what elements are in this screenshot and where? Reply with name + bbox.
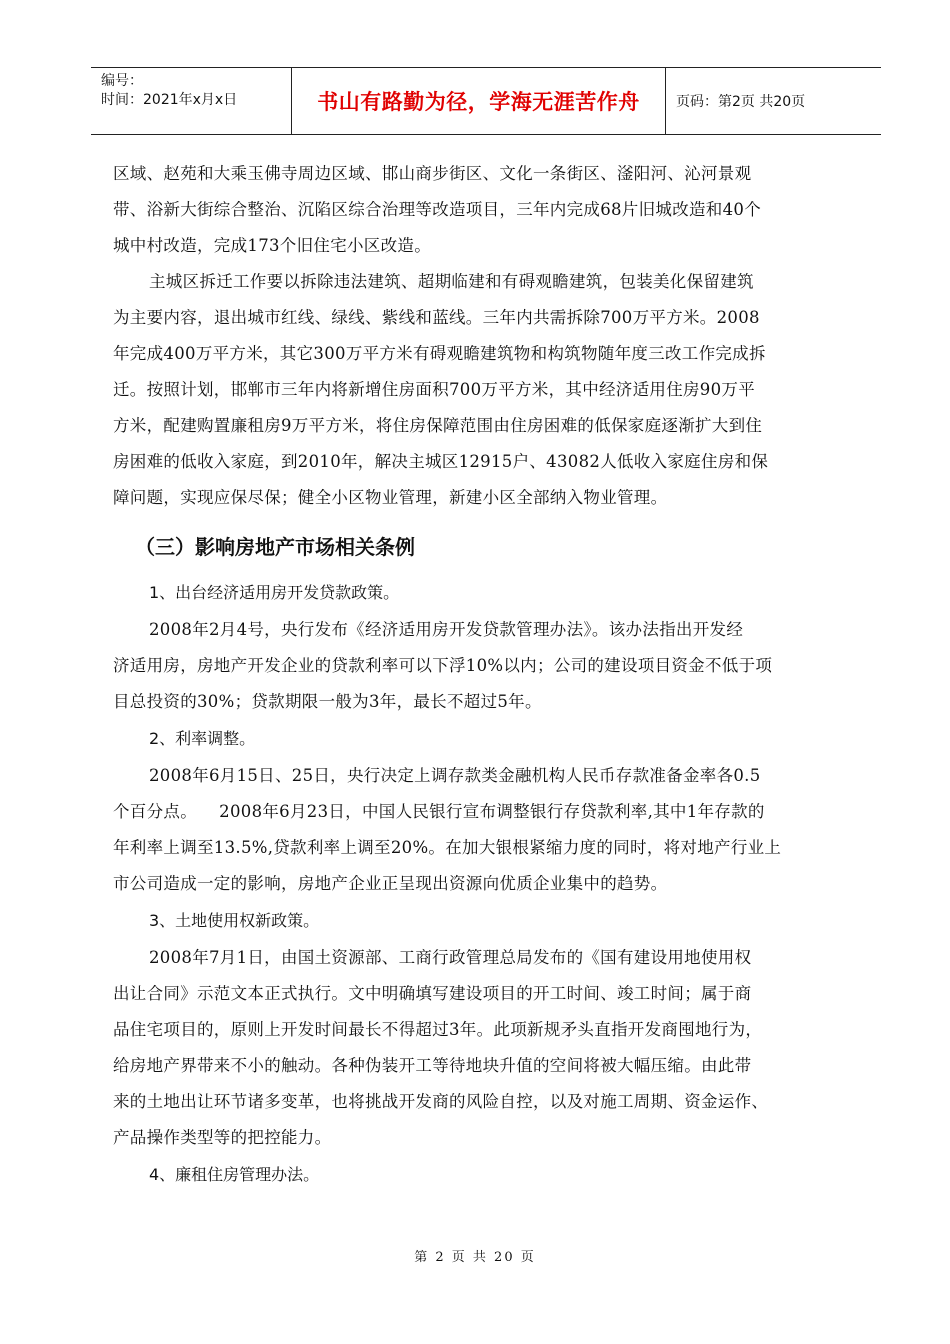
item-2-text — [113, 758, 883, 902]
item-1-text — [113, 612, 883, 720]
paragraph-2 — [113, 264, 883, 516]
text-line: 区域、赵苑和大乘玉佛寺周边区域、邯山商步街区、文化一条街区、滏阳河、沁河景观 — [113, 164, 752, 183]
item-3-title: 3、土地使用权新政策。 — [149, 911, 320, 930]
text-line: 来的土地出让环节诸多变革，也将挑战开发商的风险自控，以及对施工周期、资金运作、 — [113, 1092, 769, 1111]
paragraph-1 — [113, 156, 883, 264]
text-line: 济适用房，房地产开发企业的贷款利率可以下浮10%以内；公司的建设项目资金不低于项 — [113, 656, 773, 675]
header-meta — [91, 68, 292, 134]
text-line: 主城区拆迁工作要以拆除违法建筑、超期临建和有碍观瞻建筑，包装美化保留建筑 — [149, 272, 754, 291]
text-line: 2008年6月15日、25日，央行决定上调存款类金融机构人民币存款准备金率各0.5 — [149, 766, 761, 785]
item-2-title: 2、利率调整。 — [149, 729, 256, 748]
text-line: 年完成400万平方米，其它300万平方米有碍观瞻建筑物和构筑物随年度三改工作完成拆 — [113, 344, 766, 363]
text-line: 方米，配建购置廉租房9万平方米，将住房保障范围由住房困难的低保家庭逐渐扩大到住 — [113, 416, 763, 435]
text-line: 目总投资的30%；贷款期限一般为3年，最长不超过5年。 — [113, 692, 542, 711]
text-line: 给房地产界带来不小的触动。各种伪装开工等待地块升值的空间将被大幅压缩。由此带 — [113, 1056, 752, 1075]
item-4-title: 4、廉租住房管理办法。 — [149, 1165, 320, 1184]
page-footer: 第 2 页 共 20 页 — [414, 1250, 536, 1265]
header-motto: 书山有路勤为径，学海无涯苦作舟 — [292, 68, 666, 134]
document-body — [113, 156, 883, 1194]
text-line: 迁。按照计划，邯郸市三年内将新增住房面积700万平方米，其中经济适用住房90万平 — [113, 380, 755, 399]
text-line: 为主要内容，退出城市红线、绿线、紫线和蓝线。三年内共需拆除700万平方米。2008 — [113, 308, 760, 327]
text-line: 个百分点。 2008年6月23日，中国人民银行宣布调整银行存贷款利率,其中1年存款的 — [113, 802, 765, 821]
text-line: 障问题，实现应保尽保；健全小区物业管理，新建小区全部纳入物业管理。 — [113, 488, 668, 507]
document-time: 时间：2021年x月x日 — [101, 92, 238, 108]
document-number-label: 编号： — [101, 73, 143, 89]
text-line: 2008年2月4号，央行发布《经济适用房开发贷款管理办法》。该办法指出开发经 — [149, 620, 744, 639]
text-line: 2008年7月1日，由国土资源部、工商行政管理总局发布的《国有建设用地使用权 — [149, 948, 752, 967]
text-line: 带、浴新大街综合整治、沉陷区综合治理等改造项目，三年内完成68片旧城改造和40个 — [113, 200, 761, 219]
item-3-text — [113, 940, 883, 1156]
text-line: 市公司造成一定的影响，房地产企业正呈现出资源向优质企业集中的趋势。 — [113, 874, 668, 893]
text-line: 年利率上调至13.5%,贷款利率上调至20%。在加大银根紧缩力度的同时，将对地产行业上 — [113, 838, 782, 857]
text-line: 品住宅项目的，原则上开发时间最长不得超过3年。此项新规矛头直指开发商囤地行为， — [113, 1020, 763, 1039]
text-line: 房困难的低收入家庭，到2010年，解决主城区12915户、43082人低收入家庭住房和保 — [113, 452, 769, 471]
text-line: 城中村改造，完成173个旧住宅小区改造。 — [113, 236, 431, 255]
header-page-info: 页码：第2页 共20页 — [676, 94, 806, 110]
item-1-title: 1、出台经济适用房开发贷款政策。 — [149, 583, 400, 602]
section-heading: （三）影响房地产市场相关条例 — [135, 535, 415, 559]
text-line: 出让合同》示范文本正式执行。文中明确填写建设项目的开工时间、竣工时间；属于商 — [113, 984, 752, 1003]
text-line: 产品操作类型等的把控能力。 — [113, 1128, 332, 1147]
page-header — [91, 67, 881, 135]
